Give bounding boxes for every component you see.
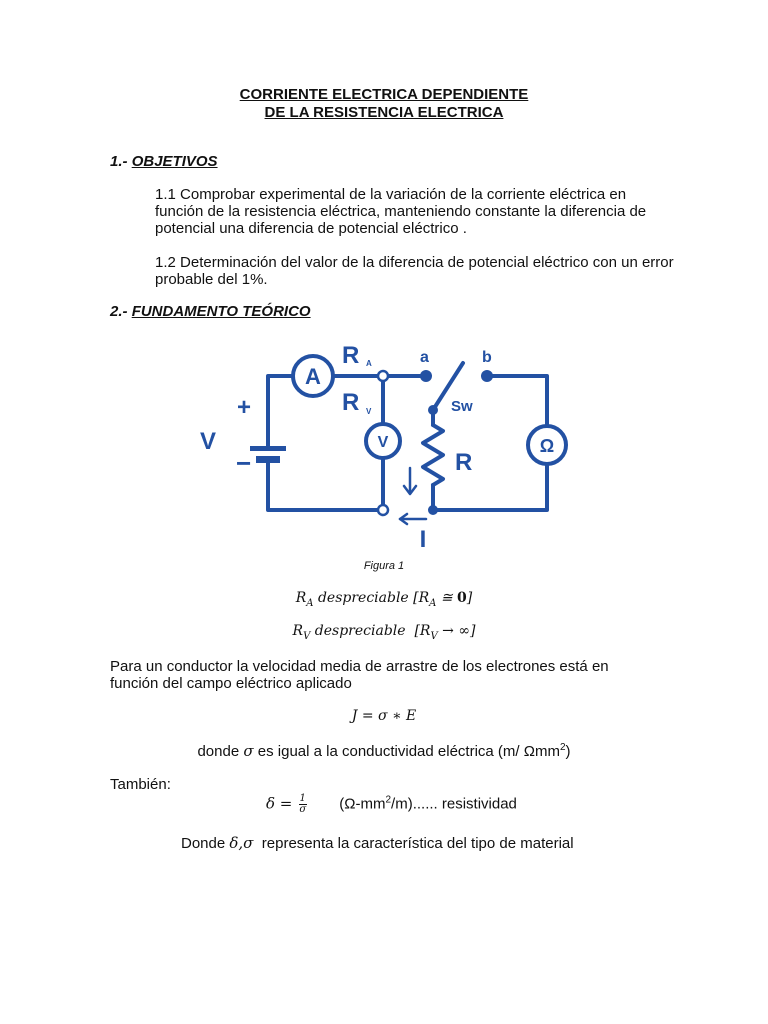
minus-sign: −	[236, 448, 252, 478]
donde-prefix: donde	[197, 743, 240, 760]
ra-subscript: A	[366, 359, 372, 368]
circuit-diagram	[190, 335, 570, 560]
donde-exponent: 2	[559, 742, 566, 753]
resistivity-exponent: 2	[385, 794, 392, 806]
node-b-label: b	[482, 349, 492, 366]
rv-subscript: V	[366, 407, 372, 416]
fraction-denominator: σ	[299, 804, 307, 815]
section-number: 2.-	[110, 303, 128, 320]
rv-description: despreciable	[314, 623, 406, 639]
fraction-numerator: 1	[299, 793, 306, 804]
delta-equals: δ =	[266, 794, 293, 813]
node-resistor-bottom	[428, 505, 438, 515]
donde-rest: es igual a la conductividad eléctrica (m/ Ωmm	[257, 743, 560, 760]
donde2-rest: representa la característica del tipo de material	[261, 835, 574, 852]
ra-description: despreciable	[317, 590, 409, 606]
source-label: V	[200, 428, 217, 455]
label-tambien: También:	[110, 776, 171, 793]
fraction	[299, 794, 307, 815]
section-fundamento-heading	[110, 303, 311, 320]
battery-short-plate	[256, 456, 280, 463]
node-top	[378, 371, 388, 381]
rv-label: R	[342, 389, 360, 416]
equation-rv: $R_V$ despreciable [$R_V$ → ∞]	[292, 623, 476, 642]
donde-sigma: σ	[243, 742, 254, 760]
objective-2: 1.2 Determinación del valor de la diferencia de potencial eléctrico con un error probable del 1%.	[155, 254, 674, 288]
node-a-label: a	[420, 349, 429, 366]
wire-b-ohmmeter	[487, 376, 547, 426]
switch-label: Sw	[451, 398, 473, 415]
battery-long-plate	[250, 446, 286, 451]
equation-ra: $R_A$ despreciable [$R_A$ ≅ 0]	[295, 590, 473, 609]
donde2-symbols: δ,σ	[229, 834, 254, 852]
voltmeter-label: V	[377, 434, 389, 451]
ammeter-label: A	[305, 364, 321, 389]
section-label: FUNDAMENTO TEÓRICO	[131, 303, 311, 320]
terminal-b	[481, 370, 493, 382]
document-title	[0, 86, 768, 122]
ra-label: R	[342, 342, 360, 369]
donde2-prefix: Donde	[181, 835, 226, 852]
switch-pivot	[428, 405, 438, 415]
wire-ohmmeter-bottom	[433, 464, 547, 510]
figure-caption: Figura 1	[363, 560, 405, 572]
resistivity-units-close: /m)...... resistividad	[391, 795, 517, 813]
wire-top-left	[268, 376, 292, 448]
paragraph-donde	[0, 742, 768, 760]
section-label: OBJETIVOS	[131, 153, 218, 170]
node-bottom	[378, 505, 388, 515]
donde-close: )	[565, 743, 571, 760]
terminal-a	[420, 370, 432, 382]
current-label: I	[419, 526, 427, 553]
section-number: 1.-	[110, 153, 128, 170]
title-line-2: DE LA RESISTENCIA ELECTRICA	[264, 104, 504, 121]
plus-sign: +	[237, 394, 252, 421]
section-objetivos-heading	[110, 153, 218, 170]
objective-1: 1.1 Comprobar experimental de la variación de la corriente eléctrica en función de la resistencia eléctrica, manteniendo constante la diferencia de potencial una diferencia de potencial eléctrico .	[155, 186, 647, 237]
equation-resistivity	[266, 794, 517, 815]
paragraph-donde-material	[181, 834, 574, 852]
equation-current-density: J = σ ∗ E	[351, 708, 417, 724]
resistivity-units-open: (Ω-mm	[339, 795, 386, 813]
wire-bottom-left	[268, 462, 378, 510]
paragraph-conductor: Para un conductor la velocidad media de arrastre de los electrones está en función del campo eléctrico aplicado	[110, 658, 609, 692]
resistor-label: R	[455, 449, 473, 476]
title-line-1: CORRIENTE ELECTRICA DEPENDIENTE	[239, 86, 529, 103]
ohmmeter-label: Ω	[539, 436, 555, 456]
resistor-zigzag	[423, 425, 443, 485]
